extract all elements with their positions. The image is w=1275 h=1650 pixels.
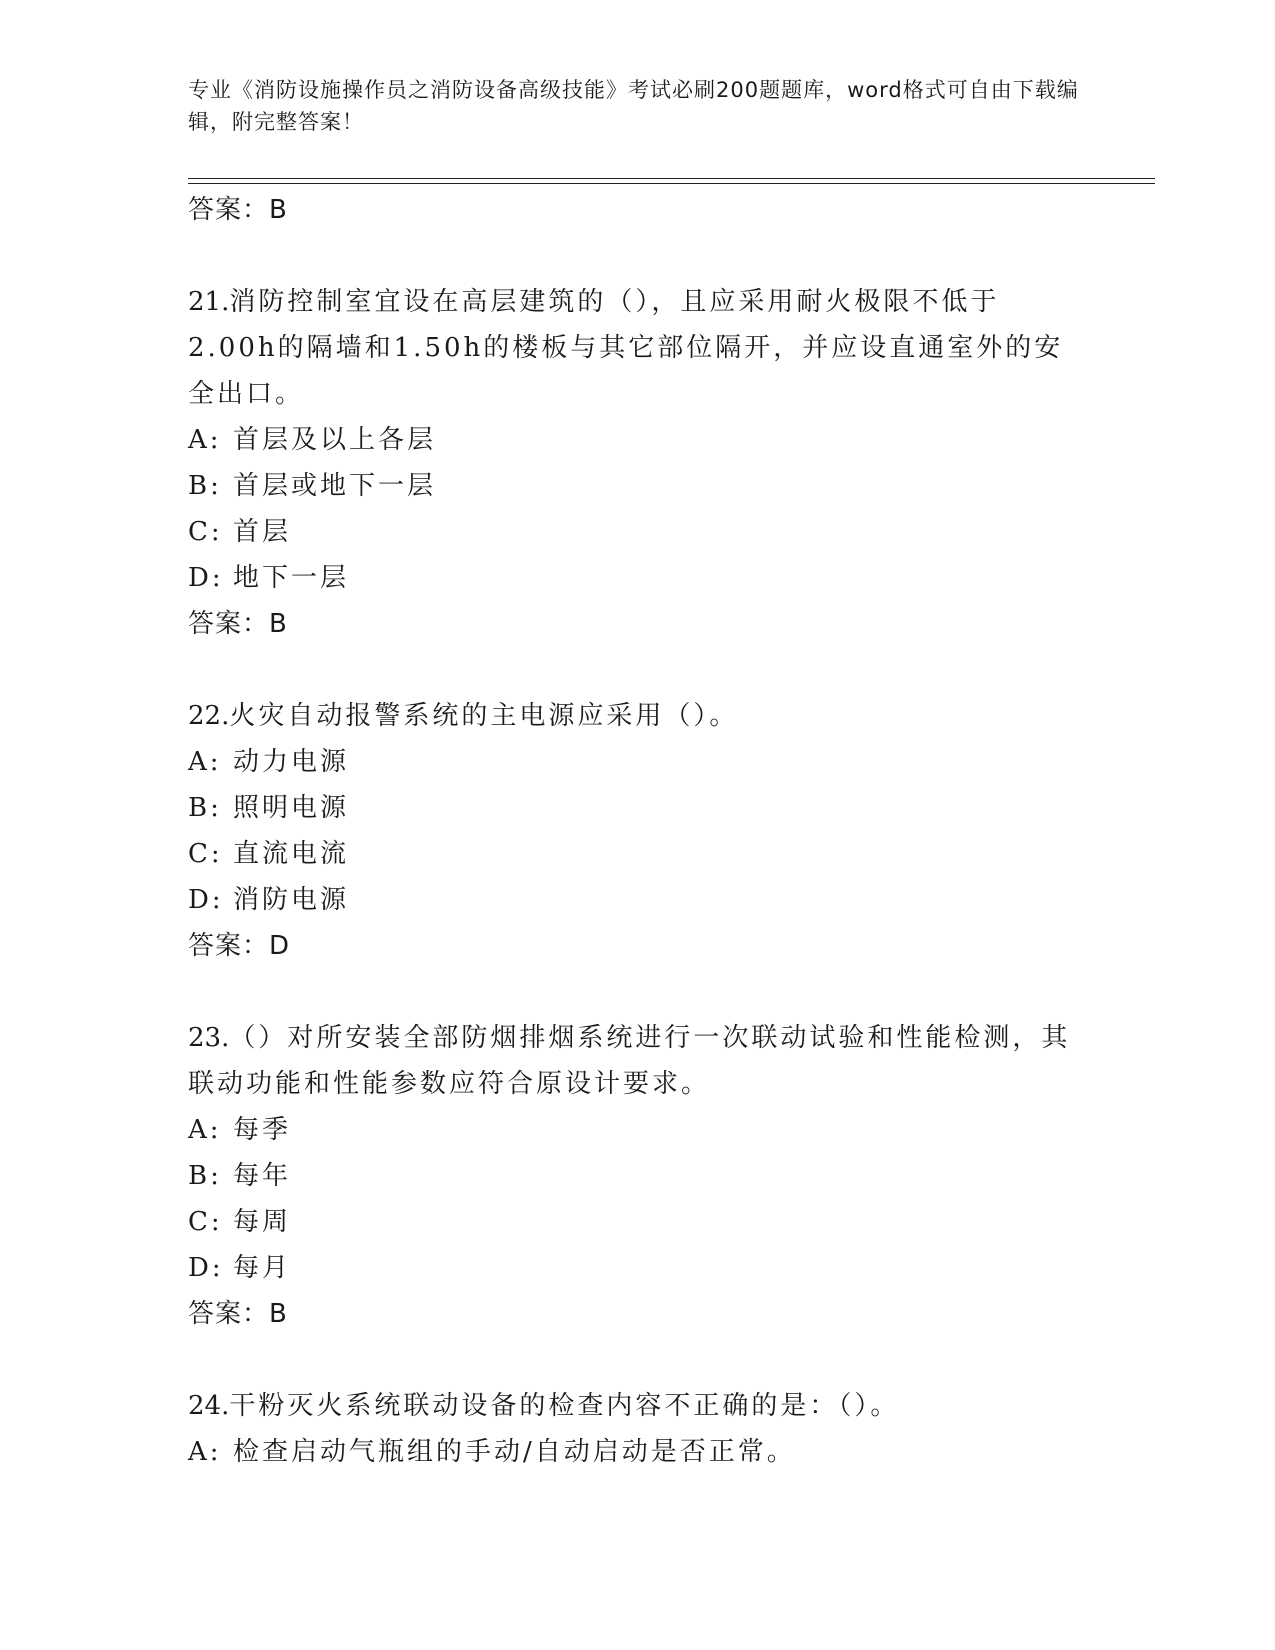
question-number: 21. — [188, 287, 230, 317]
option-letter: B: — [188, 1161, 222, 1191]
option-letter: D: — [188, 1253, 224, 1283]
option-letter: B: — [188, 471, 222, 501]
document-content — [188, 187, 1088, 1475]
option-d — [188, 1245, 1088, 1291]
option-text: 每季 — [233, 1115, 292, 1145]
option-letter: A: — [188, 1115, 222, 1145]
option-text: 直流电流 — [233, 839, 350, 869]
option-a — [188, 739, 1088, 785]
answer-value: B — [269, 1299, 288, 1329]
option-letter: D: — [188, 563, 224, 593]
answer-line — [188, 1291, 1088, 1337]
question-22 — [188, 693, 1088, 969]
option-letter: A: — [188, 747, 222, 777]
question-number: 23. — [188, 1023, 230, 1053]
question-21 — [188, 279, 1088, 647]
option-b — [188, 463, 1088, 509]
question-number: 22. — [188, 701, 230, 731]
option-text: 地下一层 — [233, 563, 350, 593]
question-23 — [188, 1015, 1088, 1337]
option-b — [188, 785, 1088, 831]
answer-line — [188, 923, 1088, 969]
option-letter: C: — [188, 839, 223, 869]
option-letter: B: — [188, 793, 222, 823]
answer-value: B — [269, 609, 288, 639]
option-c — [188, 509, 1088, 555]
header-divider-bottom — [188, 183, 1155, 184]
question-24 — [188, 1383, 1088, 1475]
answer-label: 答案： — [188, 931, 270, 961]
option-d — [188, 555, 1088, 601]
option-text: 检查启动气瓶组的手动/自动启动是否正常。 — [233, 1437, 796, 1467]
question-text: 干粉灭火系统联动设备的检查内容不正确的是：（）。 — [229, 1391, 900, 1421]
answer-line — [188, 187, 1088, 233]
question-text: 火灾自动报警系统的主电源应采用（）。 — [229, 701, 739, 731]
answer-value: D — [269, 931, 291, 961]
option-letter: A: — [188, 425, 222, 455]
option-text: 每年 — [233, 1161, 292, 1191]
question-text: 消防控制室宜设在高层建筑的（），且应采用耐火极限不低于2.00h的隔墙和1.50h的楼板与其它部位隔开，并应设直通室外的安全出口。 — [188, 287, 1064, 409]
answer-label: 答案： — [188, 609, 270, 639]
answer-value: B — [269, 195, 288, 225]
question-text: （）对所安装全部防烟排烟系统进行一次联动试验和性能检测，其联动功能和性能参数应符合原设计要求。 — [188, 1023, 1071, 1099]
header-divider-top — [188, 178, 1155, 179]
question-stem — [188, 693, 1088, 739]
answer-line — [188, 601, 1088, 647]
option-d — [188, 877, 1088, 923]
option-a — [188, 1429, 1088, 1475]
option-text: 首层 — [233, 517, 292, 547]
question-number: 24. — [188, 1391, 230, 1421]
option-b — [188, 1153, 1088, 1199]
option-letter: C: — [188, 517, 223, 547]
page-header: 专业《消防设施操作员之消防设备高级技能》考试必刷200题题库，word格式可自由下载编辑，附完整答案！ — [188, 78, 1079, 134]
option-text: 消防电源 — [233, 885, 350, 915]
option-text: 每月 — [233, 1253, 292, 1283]
option-letter: A: — [188, 1437, 222, 1467]
option-text: 首层及以上各层 — [233, 425, 437, 455]
question-stem — [188, 279, 1088, 417]
option-c — [188, 1199, 1088, 1245]
option-text: 照明电源 — [233, 793, 350, 823]
answer-label: 答案： — [188, 1299, 270, 1329]
question-stem — [188, 1383, 1088, 1429]
option-letter: D: — [188, 885, 224, 915]
option-letter: C: — [188, 1207, 223, 1237]
option-text: 每周 — [233, 1207, 292, 1237]
question-stem — [188, 1015, 1088, 1107]
option-a — [188, 1107, 1088, 1153]
option-text: 首层或地下一层 — [233, 471, 437, 501]
option-a — [188, 417, 1088, 463]
answer-label: 答案： — [188, 195, 270, 225]
option-c — [188, 831, 1088, 877]
option-text: 动力电源 — [233, 747, 350, 777]
